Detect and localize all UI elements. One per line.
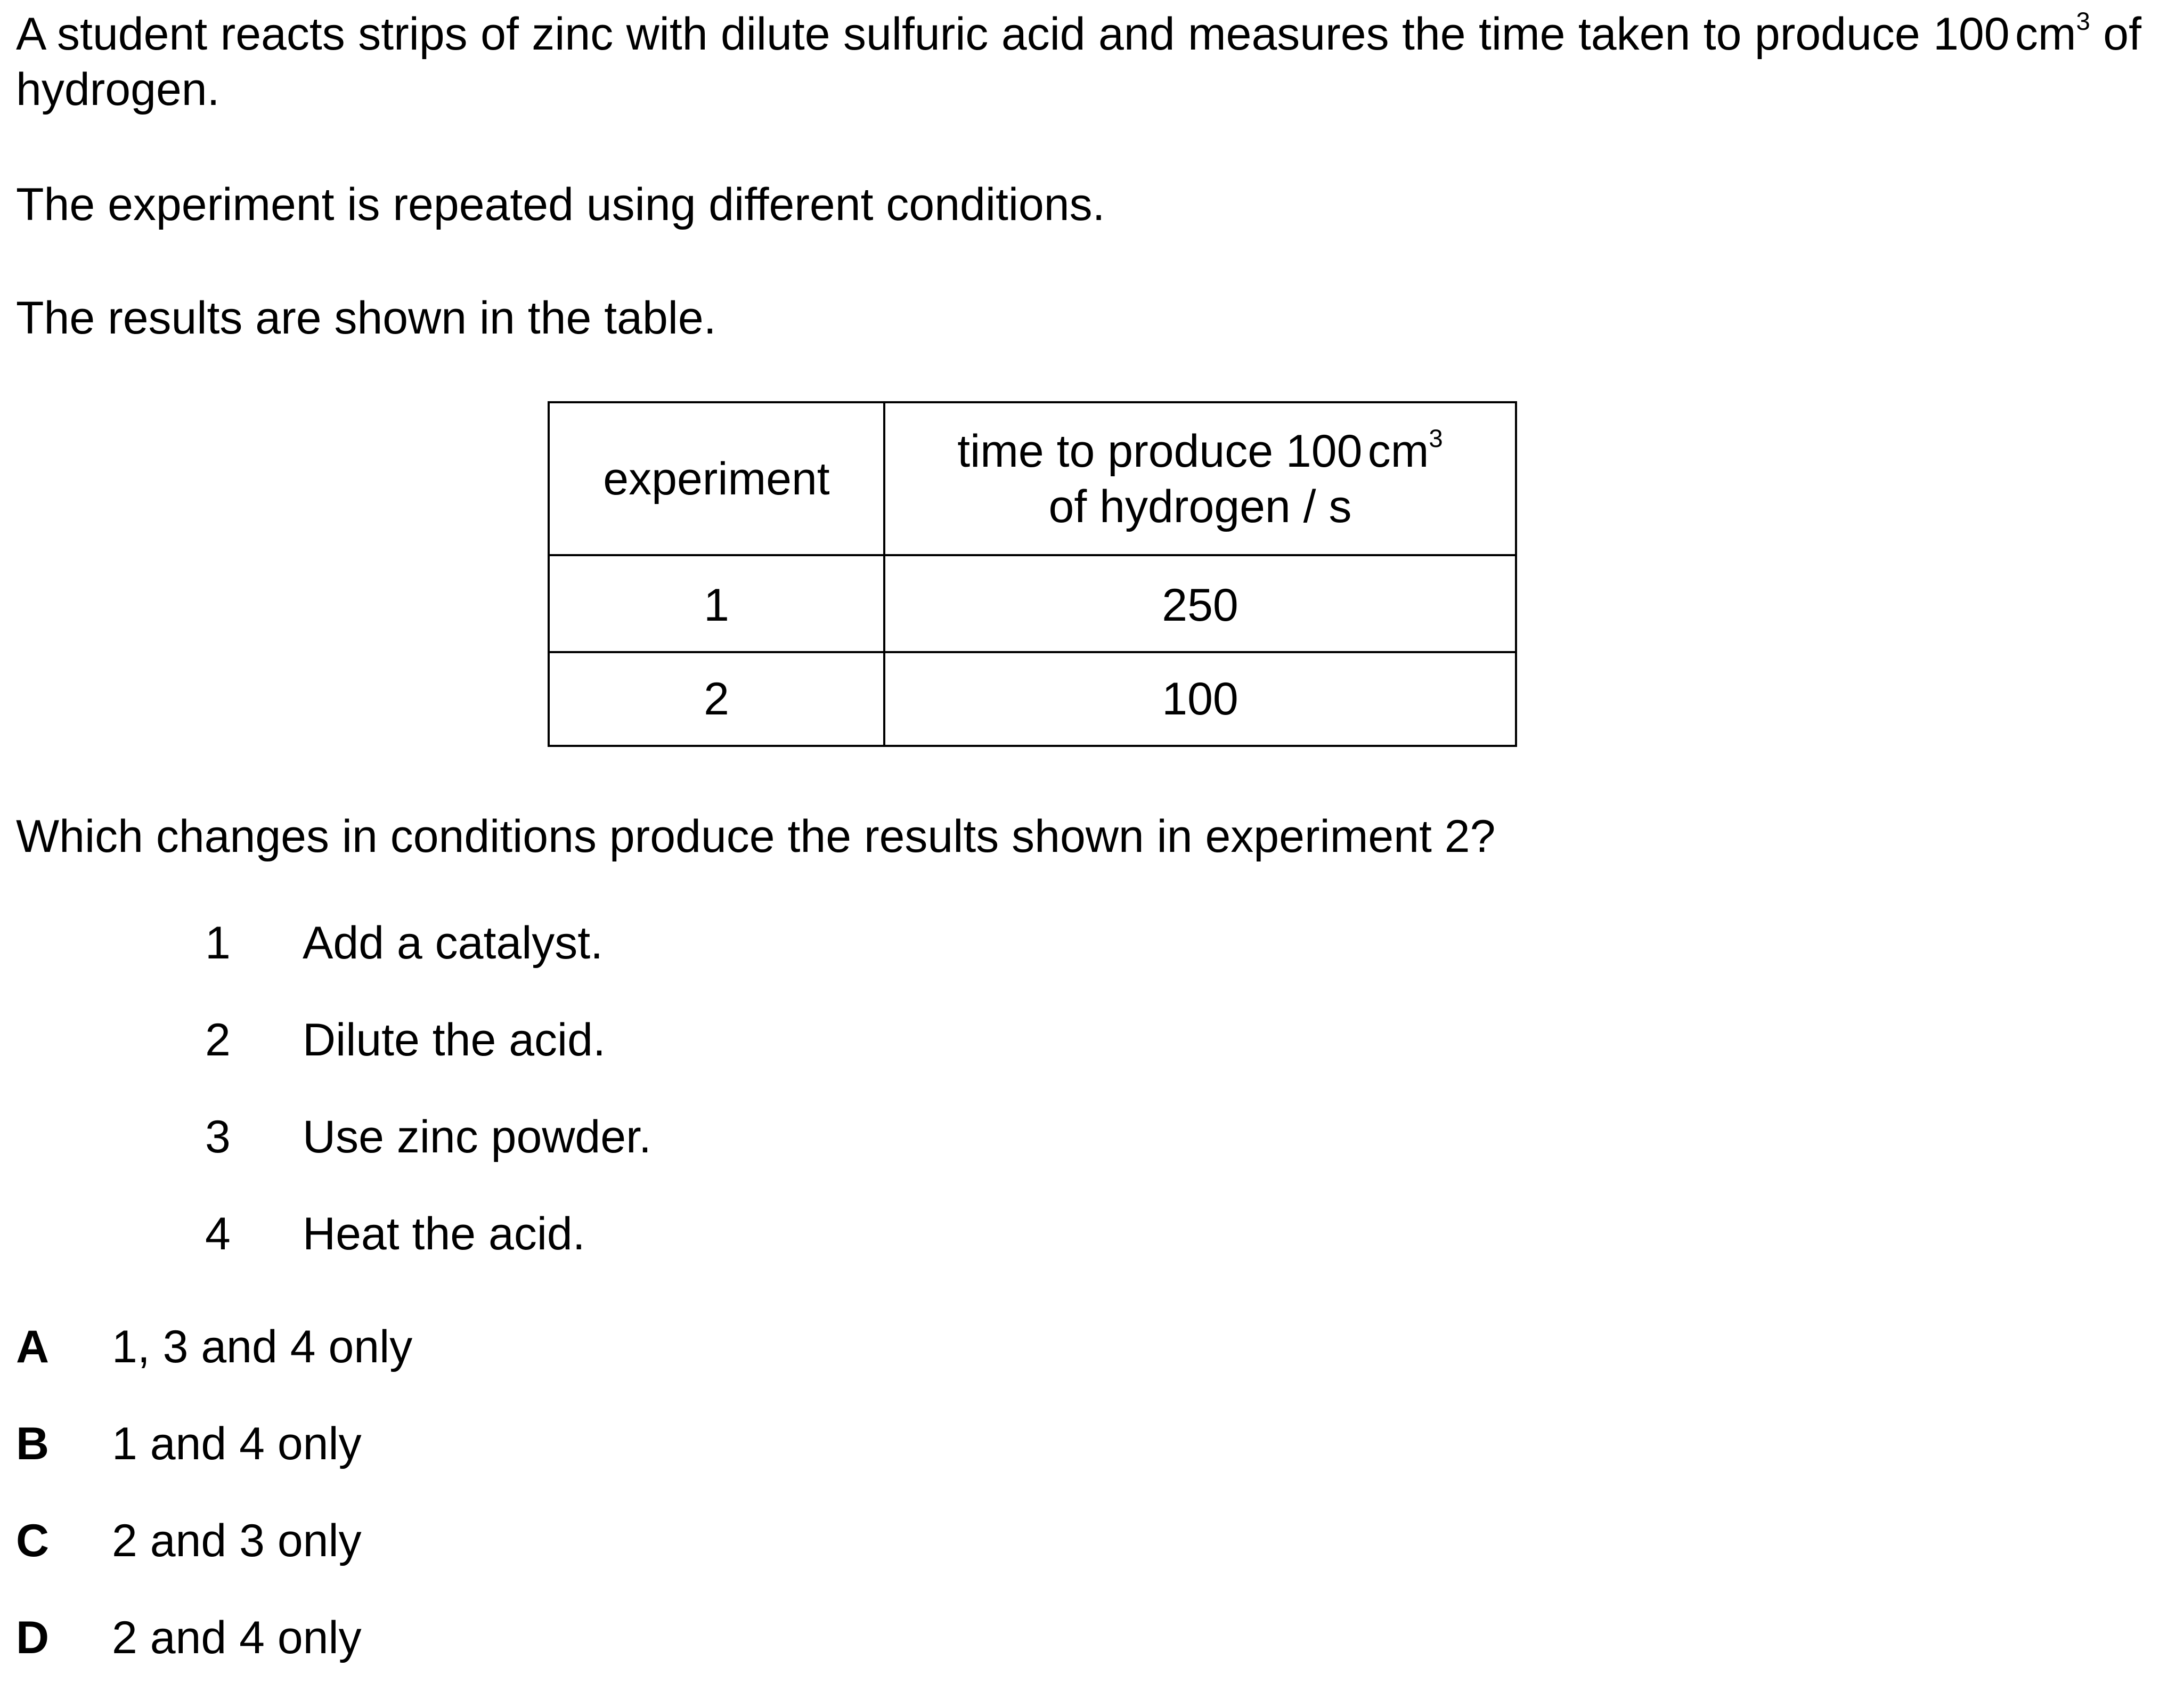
statement-text: Heat the acid.	[303, 1208, 585, 1259]
intro-unit: cm	[2015, 9, 2076, 60]
table-header-row	[549, 402, 1516, 555]
option-letter: B	[16, 1418, 50, 1469]
statement-text: Use zinc powder.	[303, 1111, 651, 1163]
statement-item	[0, 1012, 1065, 1109]
cell-time: 100	[884, 652, 1516, 746]
option-letter: A	[16, 1321, 50, 1372]
option-c[interactable]	[0, 1513, 1065, 1610]
statement-item	[0, 1109, 1065, 1206]
statement-number: 3	[205, 1111, 231, 1163]
results-paragraph: The results are shown in the table.	[16, 292, 716, 344]
option-text: 1, 3 and 4 only	[112, 1321, 413, 1372]
statement-text: Dilute the acid.	[303, 1014, 606, 1066]
statement-list	[0, 915, 1065, 1303]
option-text: 1 and 4 only	[112, 1418, 362, 1469]
statement-number: 1	[205, 917, 231, 969]
statement-number: 4	[205, 1208, 231, 1259]
option-text: 2 and 4 only	[112, 1612, 362, 1663]
question-text: Which changes in conditions produce the results shown in experiment 2?	[16, 811, 1496, 862]
intro-paragraph	[16, 6, 2141, 117]
intro-unit-power: 3	[2076, 7, 2090, 36]
cell-experiment: 1	[549, 555, 884, 652]
cell-experiment: 2	[549, 652, 884, 746]
statement-item	[0, 915, 1065, 1012]
answer-options	[0, 1319, 1065, 1707]
intro-text: A student reacts strips of zinc with dilute sulfuric acid and measures the time taken to produce 100	[16, 9, 2010, 60]
option-text: 2 and 3 only	[112, 1515, 362, 1566]
option-b[interactable]	[0, 1416, 1065, 1513]
statement-number: 2	[205, 1014, 231, 1066]
header-experiment: experiment	[549, 402, 884, 555]
header-time	[884, 402, 1516, 555]
repeat-paragraph: The experiment is repeated using different conditions.	[16, 179, 1105, 230]
statement-text: Add a catalyst.	[303, 917, 604, 969]
results-table	[548, 401, 1517, 747]
option-d[interactable]	[0, 1610, 1065, 1707]
statement-item	[0, 1206, 1065, 1303]
cell-time: 250	[884, 555, 1516, 652]
header-time-power: 3	[1429, 424, 1443, 453]
option-letter: D	[16, 1612, 50, 1663]
option-letter: C	[16, 1515, 50, 1566]
header-time-line2: of hydrogen / s	[1048, 481, 1352, 532]
table-row	[549, 555, 1516, 652]
intro-text-end: of hydrogen.	[16, 9, 2141, 115]
table-row	[549, 652, 1516, 746]
option-a[interactable]	[0, 1319, 1065, 1416]
header-time-line1: time to produce 100	[957, 425, 1363, 477]
header-time-unit: cm	[1367, 425, 1429, 477]
